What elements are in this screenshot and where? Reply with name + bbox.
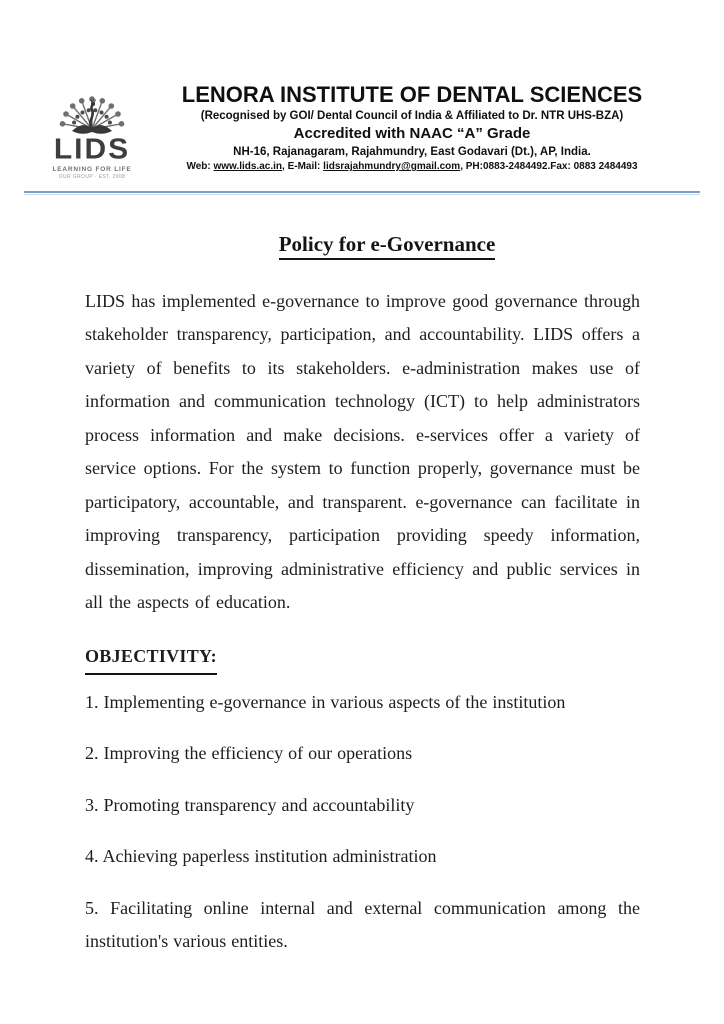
objective-item: 3. Promoting transparency and accountability (85, 794, 415, 815)
logo-acronym: LIDS (53, 133, 131, 166)
logo-tagline: LEARNING FOR LIFE (52, 165, 132, 173)
email-link: lidsrajahmundry@gmail.com (323, 161, 461, 173)
peacock-icon (51, 79, 133, 137)
document-title: Policy for e-Governance (0, 232, 724, 260)
institute-name: LENORA INSTITUTE OF DENTAL SCIENCES (181, 82, 643, 107)
recognition-line: (Recognised by GOI/ Dental Council of India & Affiliated to Dr. NTR UHS-BZA) (200, 110, 624, 123)
objective-item: 2. Improving the efficiency of our operations (85, 743, 413, 763)
contact-line (140, 161, 684, 172)
objective-item: 1. Implementing e-governance in various aspects of the institution (85, 691, 566, 712)
accreditation-line: Accredited with NAAC “A” Grade (293, 125, 531, 143)
web-label: Web: (186, 161, 214, 173)
letterhead (0, 0, 724, 180)
header-divider (24, 191, 700, 195)
intro-paragraph: LIDS has implemented e-governance to improve good governance through stakeholder transparency, participation, and accountability. LIDS offers a variety of benefits to its stakeholders. e-administration makes use of information and communication technology (ICT) to help administrators process information and make decisions. e-services offer a variety of service options. For the system to function properly, governance must be participatory, accountable, and transparent. e-governance can facilitate in improving transparency, participation providing speedy information, dissemination, improving administrative efficiency and public services in all the aspects of education. (85, 290, 640, 612)
document-body (85, 285, 640, 959)
section-heading-objectivity: OBJECTIVITY: (85, 640, 640, 676)
address-line: NH-16, Rajanagaram, Rajahmundry, East Godavari (Dt.), AP, India. (233, 146, 591, 159)
phone-fax: , PH:0883-2484492.Fax: 0883 2484493 (460, 161, 638, 173)
objective-item: 4. Achieving paperless institution administration (85, 846, 437, 866)
letterhead-text (140, 79, 684, 172)
website-link: www.lids.ac.in (213, 161, 283, 173)
email-label: , E-Mail: (282, 161, 324, 173)
institute-logo (44, 79, 140, 180)
objective-item: 5. Facilitating online internal and external communication among the institution's various entities. (85, 897, 640, 951)
logo-subtagline: OUR GROUP · EST. 2008 (58, 173, 126, 180)
